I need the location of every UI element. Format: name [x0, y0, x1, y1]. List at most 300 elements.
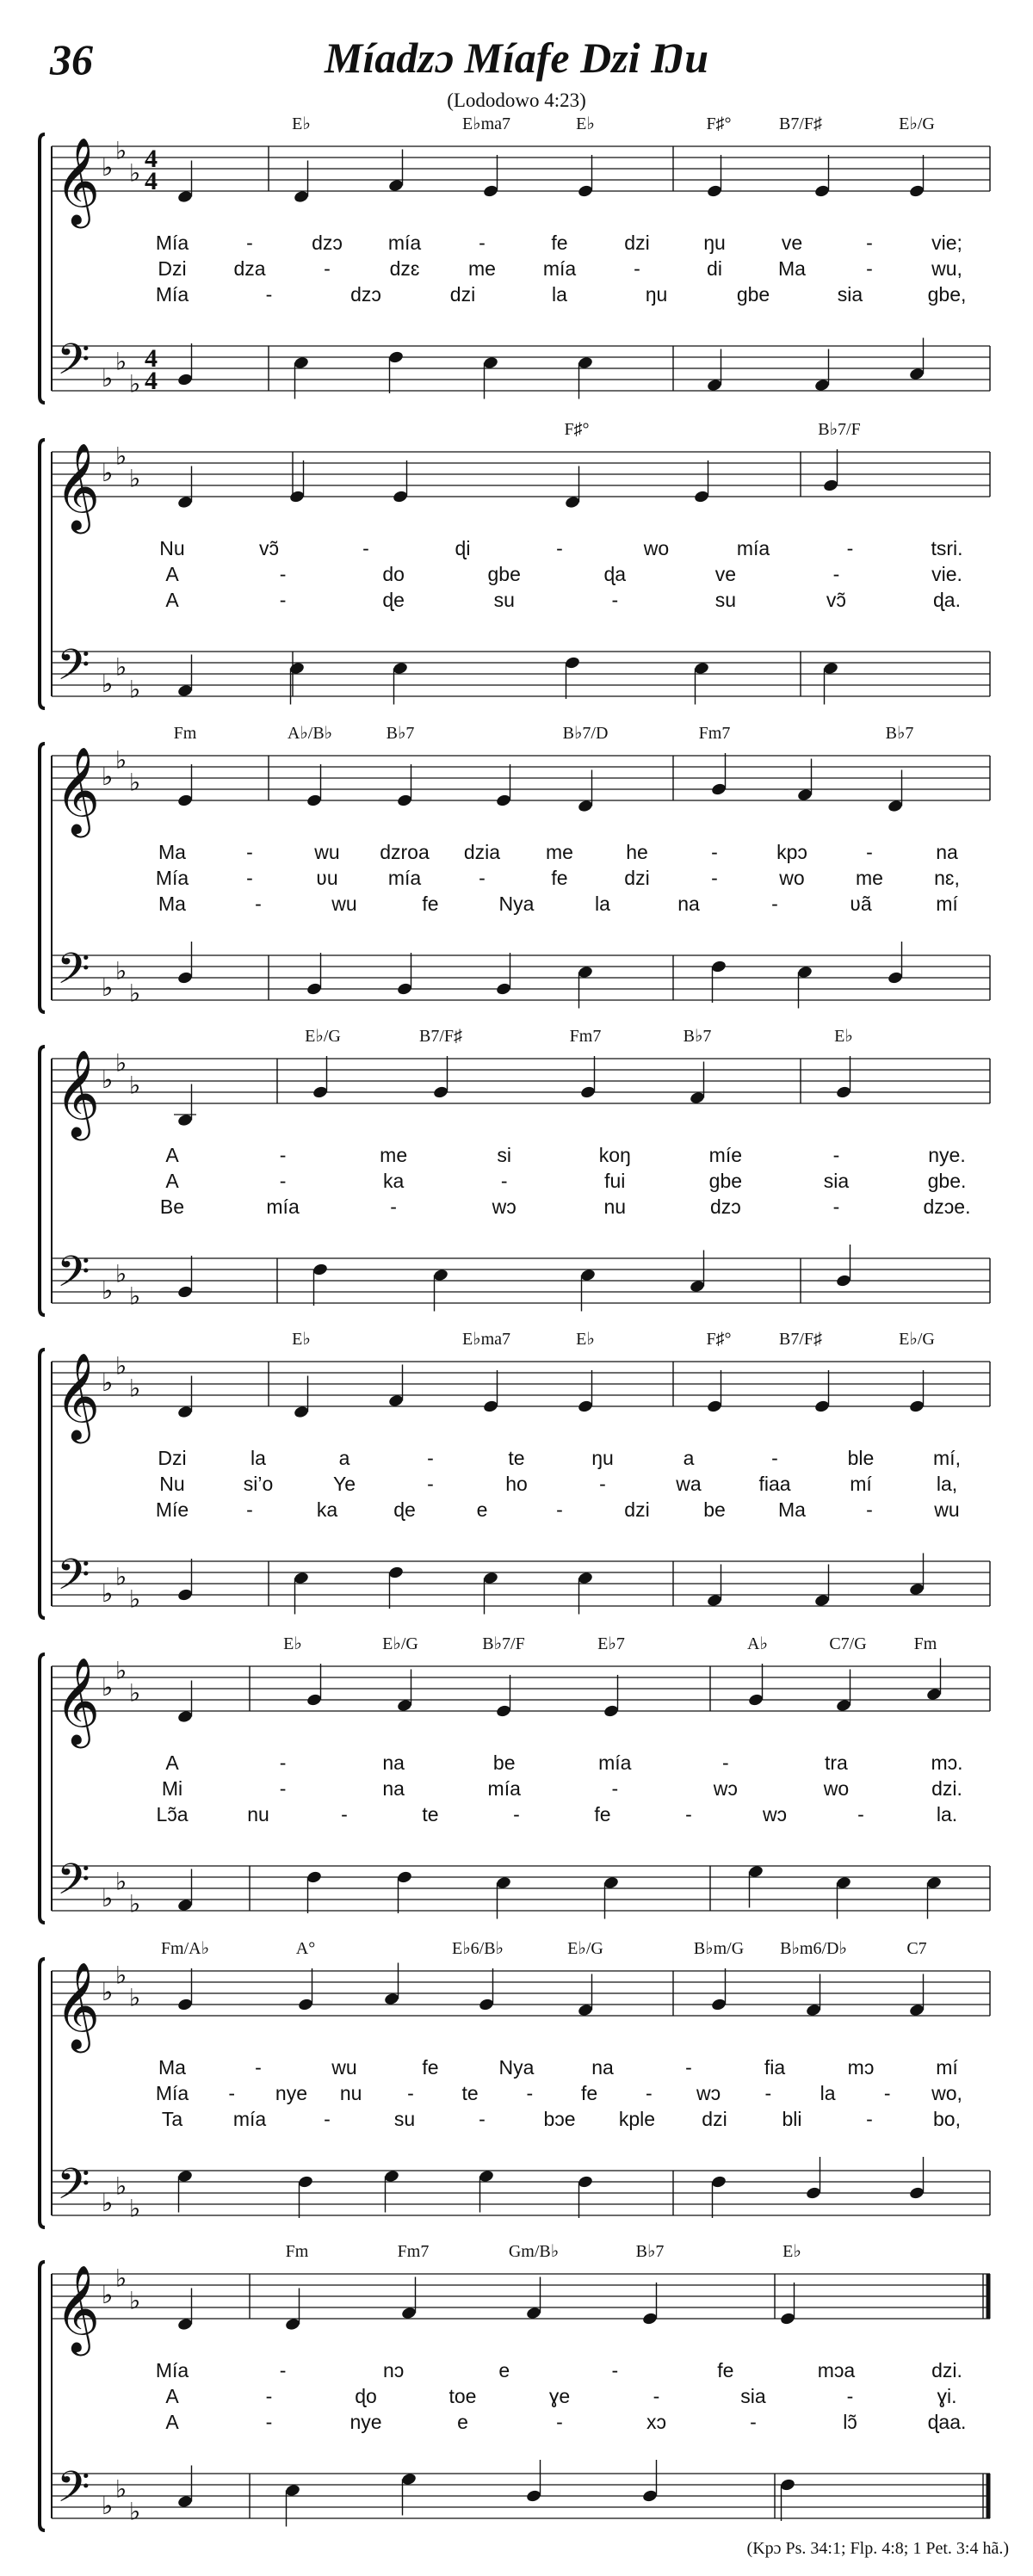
lyric-syllable: -: [390, 1195, 397, 1218]
note-head: [710, 960, 727, 973]
lyric-syllable: me: [468, 257, 496, 280]
lyric-syllable: mía: [387, 867, 422, 889]
lyric-syllable: ve: [714, 563, 737, 585]
chord-symbol: E♭: [576, 114, 595, 133]
lyric-syllable: dzroa: [380, 841, 430, 863]
lyric-syllable: me: [380, 1144, 408, 1166]
flat-sign: ♭: [129, 1374, 141, 1403]
lyric-syllable: -: [255, 893, 262, 915]
flat-sign: ♭: [115, 2474, 127, 2504]
note-head: [176, 794, 193, 807]
flat-sign: ♭: [102, 2189, 114, 2217]
lyric-syllable: tra: [825, 1751, 848, 1774]
note-head: [693, 661, 709, 675]
note-head: [284, 2317, 300, 2331]
note-head: [176, 2317, 193, 2331]
lyric-syllable: fe: [551, 867, 568, 889]
chord-symbol: E♭: [292, 114, 311, 133]
flat-sign: ♭: [115, 1961, 127, 1990]
lyric-syllable: si: [497, 1144, 512, 1166]
lyric-syllable: -: [866, 2108, 873, 2130]
lyric-syllable: -: [279, 2359, 287, 2381]
lyric-syllable: dzɔ: [709, 1195, 741, 1218]
note-head: [577, 1571, 593, 1585]
note-head: [176, 373, 193, 386]
system-brace: [40, 440, 45, 708]
lyric-syllable: -: [611, 2359, 619, 2381]
note-head: [564, 495, 580, 509]
note-head: [925, 1687, 942, 1701]
note-head: [297, 2175, 313, 2189]
note-head: [813, 1399, 830, 1413]
note-head: [706, 184, 722, 198]
note-head: [577, 355, 593, 369]
lyric-syllable: ble: [847, 1447, 875, 1469]
note-head: [925, 1875, 942, 1889]
lyric-syllable: fiaa: [758, 1473, 791, 1495]
music-system-8: [40, 2242, 990, 2530]
note-head: [176, 1405, 193, 1418]
lyric-syllable: -: [479, 2108, 486, 2130]
note-head: [176, 1285, 193, 1299]
note-head: [284, 2483, 300, 2497]
music-system-3: [40, 724, 990, 1012]
lyric-syllable: vɔ̃: [259, 537, 279, 559]
lyric-syllable: wɔ: [492, 1195, 516, 1218]
flat-sign: ♭: [115, 1656, 127, 1685]
lyric-syllable: -: [866, 1498, 873, 1521]
lyric-syllable: fe: [594, 1803, 611, 1825]
note-head: [779, 2312, 795, 2326]
lyric-syllable: -: [846, 2385, 854, 2407]
note-head: [297, 1998, 313, 2011]
lyric-syllable: bli: [782, 2108, 802, 2130]
flat-sign: ♭: [115, 1259, 127, 1288]
lyric-syllable: e: [457, 2411, 468, 2433]
flat-sign: ♭: [129, 1889, 141, 1918]
note-head: [822, 661, 838, 675]
lyric-syllable: la: [552, 283, 567, 306]
lyric-syllable: -: [324, 257, 331, 280]
flat-sign: ♭: [129, 1071, 141, 1100]
lyric-syllable: fe: [422, 2056, 439, 2079]
lyric-syllable: vɔ̃: [826, 589, 846, 611]
treble-clef: 𝄞: [55, 1961, 101, 2049]
lyric-syllable: te: [461, 2082, 479, 2104]
note-head: [176, 2494, 193, 2508]
lyric-syllable: mɔ.: [931, 1751, 963, 1774]
flat-sign: ♭: [102, 1276, 114, 1305]
note-head: [306, 982, 322, 996]
lyric-syllable: -: [685, 2056, 692, 2079]
note-head: [525, 2306, 541, 2320]
note-head: [400, 2472, 417, 2486]
lyric-syllable: mí: [936, 893, 958, 915]
lyric-syllable: ho: [505, 1473, 528, 1495]
note-head: [176, 1709, 193, 1723]
hymn-number: 36: [50, 35, 93, 83]
lyric-syllable: mɔa: [817, 2359, 856, 2381]
note-head: [779, 2478, 795, 2492]
flat-sign: ♭: [129, 1678, 141, 1708]
note-head: [387, 1566, 404, 1579]
lyric-syllable: ka: [382, 1170, 405, 1192]
lyric-syllable: lɔ̃: [843, 2411, 857, 2433]
flat-sign: ♭: [102, 1368, 114, 1397]
flat-sign: ♭: [102, 1673, 114, 1702]
lyric-syllable: gbe,: [927, 283, 967, 306]
lyric-syllable: -: [246, 1498, 253, 1521]
chord-symbol: F♯°: [564, 420, 590, 439]
note-head: [641, 2312, 658, 2326]
note-head: [176, 189, 193, 203]
note-head: [495, 1704, 511, 1718]
note-head: [710, 2175, 727, 2189]
lyric-syllable: -: [846, 537, 854, 559]
lyric-syllable: Mi: [161, 1777, 183, 1800]
lyric-syllable: me: [546, 841, 573, 863]
lyric-syllable: Ye: [332, 1473, 356, 1495]
lyric-syllable: sia: [837, 283, 863, 306]
lyric-syllable: bo,: [933, 2108, 961, 2130]
note-head: [396, 794, 412, 807]
lyric-syllable: nɔ: [382, 2359, 405, 2381]
lyric-syllable: la: [251, 1447, 266, 1469]
lyric-syllable: a: [683, 1447, 695, 1469]
lyric-syllable: wɔ: [762, 1803, 788, 1825]
lyric-syllable: Ta: [161, 2108, 183, 2130]
flat-sign: ♭: [102, 973, 114, 1002]
system-brace: [40, 1350, 45, 1618]
lyric-syllable: míe: [708, 1144, 743, 1166]
chord-symbol: B7/F♯: [778, 1330, 823, 1349]
chord-symbol: E♭/G: [899, 114, 935, 133]
flat-sign: ♭: [102, 153, 114, 182]
note-head: [603, 1704, 619, 1718]
treble-clef: 𝄞: [55, 442, 101, 530]
chord-symbol: B♭m6/D♭: [780, 1939, 847, 1958]
lyric-syllable: sia: [823, 1170, 850, 1192]
note-head: [396, 1698, 412, 1712]
lyric-syllable: ɖa.: [933, 589, 961, 611]
time-signature-bottom: 4: [145, 367, 158, 395]
note-head: [312, 1085, 328, 1099]
lyric-syllable: -: [832, 1144, 840, 1166]
lyric-syllable: be: [703, 1498, 726, 1521]
lyric-syllable: fe: [717, 2359, 734, 2381]
lyric-syllable: -: [771, 893, 778, 915]
chord-symbol: E♭: [292, 1330, 311, 1349]
note-head: [396, 982, 412, 996]
chord-symbol: E♭: [283, 1634, 302, 1653]
treble-clef: 𝄞: [55, 2264, 101, 2352]
flat-sign: ♭: [129, 2194, 141, 2223]
flat-sign: ♭: [129, 675, 141, 704]
lyric-syllable: -: [646, 2082, 653, 2104]
lyric-syllable: fe: [581, 2082, 598, 2104]
note-head: [805, 2003, 821, 2017]
note-head: [689, 1279, 705, 1293]
lyric-syllable: -: [857, 1803, 864, 1825]
note-head: [176, 2169, 193, 2183]
note-head: [908, 2003, 925, 2017]
chord-symbol: Fm: [913, 1634, 937, 1653]
note-head: [577, 2003, 593, 2017]
lyric-syllable: wɔ: [696, 2082, 721, 2104]
flat-sign: ♭: [129, 979, 141, 1008]
lyric-syllable: -: [764, 2082, 772, 2104]
lyric-syllable: Nya: [498, 893, 535, 915]
note-head: [813, 378, 830, 392]
lyric-syllable: wu: [331, 2056, 357, 2079]
lyric-syllable: a: [338, 1447, 350, 1469]
chord-symbol: B♭7/F: [818, 420, 861, 439]
lyric-syllable: na: [382, 1777, 405, 1800]
lyric-syllable: nye: [349, 2411, 382, 2433]
lyric-syllable: A: [165, 2385, 179, 2407]
lyric-syllable: -: [479, 232, 486, 254]
flat-sign: ♭: [102, 2281, 114, 2309]
lyric-syllable: Mía: [155, 2359, 189, 2381]
lyric-syllable: A: [165, 1751, 179, 1774]
note-head: [908, 367, 925, 380]
lyric-syllable: -: [611, 589, 619, 611]
note-head: [293, 1571, 309, 1585]
lyric-syllable: A: [165, 563, 179, 585]
lyric-syllable: bɔe: [543, 2108, 576, 2130]
chord-symbol: B♭7/D: [562, 724, 609, 743]
note-head: [306, 794, 322, 807]
note-head: [392, 490, 408, 503]
lyric-syllable: Lɔ̃a: [156, 1803, 189, 1825]
note-head: [525, 2489, 541, 2503]
system-brace: [40, 2262, 45, 2530]
note-head: [747, 1864, 764, 1878]
lyric-syllable: -: [513, 1803, 520, 1825]
flat-sign: ♭: [115, 1562, 127, 1591]
lyric-syllable: wa: [676, 1473, 702, 1495]
lyric-syllable: koŋ: [598, 1144, 631, 1166]
note-head: [495, 794, 511, 807]
lyric-syllable: nu: [339, 2082, 362, 2104]
system-brace: [40, 1959, 45, 2227]
lyric-syllable: gbe.: [927, 1170, 967, 1192]
lyric-syllable: -: [866, 232, 873, 254]
lyric-syllable: mía: [487, 1777, 521, 1800]
lyric-syllable: mí: [936, 2056, 958, 2079]
lyric-syllable: -: [500, 1170, 508, 1192]
lyric-syllable: wu: [331, 893, 357, 915]
note-head: [835, 1085, 851, 1099]
flat-sign: ♭: [102, 670, 114, 698]
lyric-syllable: -: [750, 2411, 757, 2433]
lyric-syllable: nu: [603, 1195, 627, 1218]
note-head: [478, 1998, 494, 2011]
lyric-syllable: Nu: [159, 537, 185, 559]
lyric-syllable: nɛ,: [934, 867, 960, 889]
lyric-syllable: ɣi.: [937, 2385, 957, 2407]
note-head: [176, 683, 193, 697]
flat-sign: ♭: [115, 1867, 127, 1896]
lyric-syllable: wu: [314, 841, 340, 863]
lyric-syllable: -: [771, 1447, 778, 1469]
note-head: [176, 971, 193, 985]
lyric-syllable: ɖe: [393, 1498, 416, 1521]
lyric-syllable: dzi: [449, 283, 476, 306]
chord-symbol: Gm/B♭: [508, 2242, 560, 2261]
system-brace: [40, 744, 45, 1012]
lyric-syllable: dzɔe.: [923, 1195, 971, 1218]
lyric-syllable: dza: [233, 257, 266, 280]
music-system-6: [40, 1634, 990, 1923]
flat-sign: ♭: [115, 1351, 127, 1381]
lyric-syllable: na: [382, 1751, 405, 1774]
lyric-syllable: mía: [736, 537, 770, 559]
bass-clef: 𝄢: [57, 335, 90, 395]
note-head: [813, 184, 830, 198]
lyric-syllable: wo,: [931, 2082, 962, 2104]
lyric-syllable: la: [595, 893, 610, 915]
note-head: [383, 1992, 399, 2005]
bass-clef: 𝄢: [57, 944, 90, 1004]
lyric-syllable: e: [476, 1498, 488, 1521]
music-system-2: [40, 420, 990, 708]
lyric-syllable: dzi.: [931, 2359, 962, 2381]
music-system-5: [40, 1330, 990, 1618]
lyric-syllable: -: [722, 1751, 729, 1774]
lyric-syllable: tsri.: [931, 537, 963, 559]
lyric-syllable: toe: [448, 2385, 477, 2407]
lyric-syllable: A: [165, 589, 179, 611]
note-head: [577, 965, 593, 979]
lyric-syllable: gbe: [708, 1170, 743, 1192]
lyric-syllable: Mía: [155, 232, 189, 254]
note-head: [176, 495, 193, 509]
lyric-syllable: Míe: [155, 1498, 189, 1521]
lyric-syllable: Ma: [778, 257, 806, 280]
system-brace: [40, 1047, 45, 1315]
note-head: [288, 661, 305, 675]
lyric-syllable: Ma: [158, 893, 186, 915]
lyric-syllable: nu: [247, 1803, 269, 1825]
note-head: [293, 189, 309, 203]
note-head: [288, 490, 305, 503]
lyric-syllable: fui: [604, 1170, 626, 1192]
lyric-syllable: dzɔ: [350, 283, 381, 306]
note-head: [400, 2306, 417, 2320]
flat-sign: ♭: [115, 1048, 127, 1078]
lyric-syllable: -: [255, 2056, 262, 2079]
note-head: [747, 1693, 764, 1707]
flat-sign: ♭: [102, 459, 114, 487]
flat-sign: ♭: [102, 1978, 114, 2006]
lyric-syllable: -: [866, 257, 873, 280]
music-system-1: [40, 114, 990, 403]
lyric-syllable: -: [611, 1777, 619, 1800]
lyric-syllable: dzi: [702, 2108, 727, 2130]
note-head: [835, 1698, 851, 1712]
lyric-syllable: mía: [542, 257, 577, 280]
chord-symbol: B♭7: [683, 1027, 712, 1046]
flat-sign: ♭: [115, 2171, 127, 2201]
lyric-syllable: su: [393, 2108, 416, 2130]
lyric-syllable: gbe: [736, 283, 770, 306]
note-head: [835, 1875, 851, 1889]
lyric-syllable: la.: [936, 1803, 958, 1825]
lyric-syllable: fe: [551, 232, 568, 254]
lyric-syllable: -: [832, 1195, 840, 1218]
lyric-syllable: mía: [387, 232, 422, 254]
note-head: [579, 1085, 596, 1099]
note-head: [710, 782, 727, 796]
lyric-syllable: dzia: [463, 841, 501, 863]
note-head: [482, 1399, 498, 1413]
note-head: [887, 971, 903, 985]
note-head: [176, 1898, 193, 1912]
note-head: [306, 1693, 322, 1707]
note-head: [887, 799, 903, 812]
lyric-syllable: ɣe: [548, 2385, 571, 2407]
lyric-syllable: -: [279, 1777, 287, 1800]
lyric-syllable: wo: [779, 867, 805, 889]
lyric-syllable: ŋu: [703, 232, 726, 254]
chord-symbol: A°: [295, 1939, 316, 1958]
lyric-syllable: su: [714, 589, 737, 611]
lyric-syllable: -: [265, 2411, 273, 2433]
flat-sign: ♭: [102, 364, 114, 392]
chord-symbol: F♯°: [706, 114, 732, 133]
lyric-syllable: -: [228, 2082, 236, 2104]
note-head: [706, 378, 722, 392]
lyric-syllable: Nu: [159, 1473, 185, 1495]
lyric-syllable: vie.: [931, 563, 962, 585]
note-head: [577, 184, 593, 198]
lyric-syllable: -: [866, 841, 873, 863]
flat-sign: ♭: [115, 652, 127, 682]
flat-sign: ♭: [129, 768, 141, 797]
flat-sign: ♭: [129, 2497, 141, 2526]
lyric-syllable: dzi: [624, 232, 650, 254]
lyric-syllable: e: [498, 2359, 510, 2381]
treble-clef: 𝄞: [55, 1048, 101, 1137]
lyric-syllable: wu,: [931, 257, 962, 280]
lyric-syllable: ʋu: [316, 867, 338, 889]
lyric-syllable: -: [653, 2385, 660, 2407]
lyric-syllable: ve: [781, 232, 803, 254]
chord-symbol: E♭: [834, 1027, 853, 1046]
note-head: [432, 1268, 448, 1282]
lyric-syllable: -: [479, 867, 486, 889]
lyric-syllable: nye.: [928, 1144, 966, 1166]
lyric-syllable: -: [556, 537, 563, 559]
treble-clef: 𝄞: [55, 745, 101, 834]
lyric-syllable: A: [165, 1170, 179, 1192]
flat-sign: ♭: [115, 347, 127, 376]
bass-clef: 𝄢: [57, 2159, 90, 2220]
lyric-syllable: Ma: [158, 2056, 186, 2079]
bass-clef: 𝄢: [57, 1247, 90, 1307]
chord-symbol: Fm/A♭: [160, 1939, 210, 1958]
chord-symbol: E♭/G: [899, 1330, 935, 1349]
note-head: [293, 1405, 309, 1418]
lyric-syllable: -: [246, 232, 253, 254]
chord-symbol: B♭7: [885, 724, 914, 743]
lyric-syllable: vie;: [931, 232, 962, 254]
note-head: [176, 1113, 193, 1127]
lyric-syllable: ɖe: [382, 589, 405, 611]
flat-sign: ♭: [102, 763, 114, 791]
note-head: [908, 1582, 925, 1596]
